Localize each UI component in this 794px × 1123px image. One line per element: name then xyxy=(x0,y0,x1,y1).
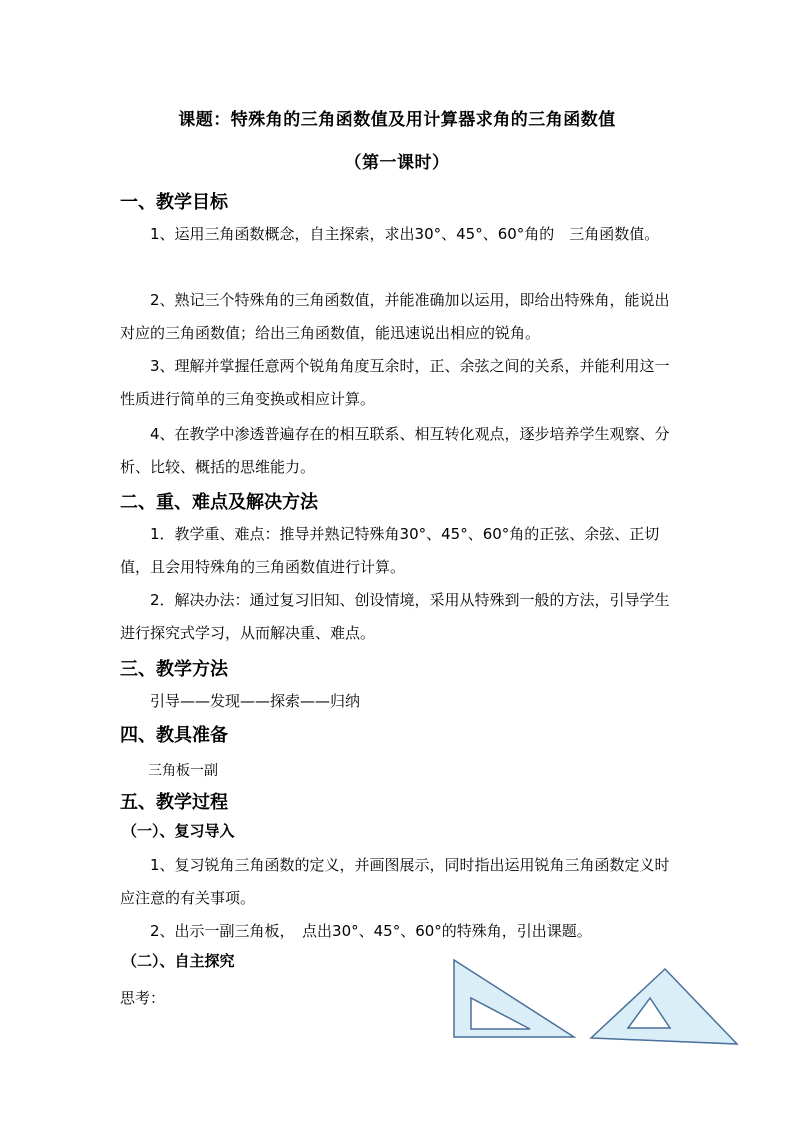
page-subtitle: （第一课时） xyxy=(344,153,450,173)
section-heading-methods: 三、教学方法 xyxy=(120,659,228,680)
think-label: 思考： xyxy=(120,989,166,1007)
set-squares-illustration xyxy=(440,955,750,1055)
page-title: 课题：特殊角的三角函数值及用计算器求角的三角函数值 xyxy=(178,110,616,130)
review-paragraph-2: 2、出示一副三角板， 点出30°、45°、60°的特殊角，引出课题。 xyxy=(150,922,592,940)
objective-3: 3、理解并掌握任意两个锐角角度互余时，正、余弦之间的关系，并能利用这一性质进行简单的三角变换或相应计算。 xyxy=(120,357,670,408)
solution-paragraph: 2．解决办法：通过复习旧知、创设情境，采用从特殊到一般的方法，引导学生进行探究式学习，从而解决重、难点。 xyxy=(120,591,670,642)
subsection-explore: （二）、自主探究 xyxy=(122,952,235,970)
objective-2: 2、熟记三个特殊角的三角函数值，并能准确加以运用，即给出特殊角，能说出对应的三角函数值；给出三角函数值，能迅速说出相应的锐角。 xyxy=(120,291,670,342)
objective-4: 4、在教学中渗透普遍存在的相互联系、相互转化观点，逐步培养学生观察、分析、比较、概括的思维能力。 xyxy=(120,425,670,476)
right-triangle-45-icon xyxy=(591,969,737,1044)
section-heading-teaching-aids: 四、教具准备 xyxy=(120,725,228,746)
section-heading-process: 五、教学过程 xyxy=(120,792,228,813)
section-heading-key-points: 二、重、难点及解决方法 xyxy=(120,492,318,513)
right-triangle-30-60-icon xyxy=(454,960,574,1037)
teaching-aids-text: 三角板一副 xyxy=(148,763,218,779)
methods-text: 引导——发现——探索——归纳 xyxy=(150,692,361,710)
subsection-review: （一）、复习导入 xyxy=(122,822,235,840)
objective-1: 1、运用三角函数概念，自主探索，求出30°、45°、60°角的 三角函数值。 xyxy=(150,225,660,243)
review-paragraph-1: 1、复习锐角三角函数的定义，并画图展示，同时指出运用锐角三角函数定义时应注意的有关事项。 xyxy=(120,856,670,907)
section-heading-objectives: 一、教学目标 xyxy=(120,192,228,213)
key-points-paragraph: 1．教学重、难点：推导并熟记特殊角30°、45°、60°角的正弦、余弦、正切值，且会用特殊角的三角函数值进行计算。 xyxy=(120,525,660,576)
